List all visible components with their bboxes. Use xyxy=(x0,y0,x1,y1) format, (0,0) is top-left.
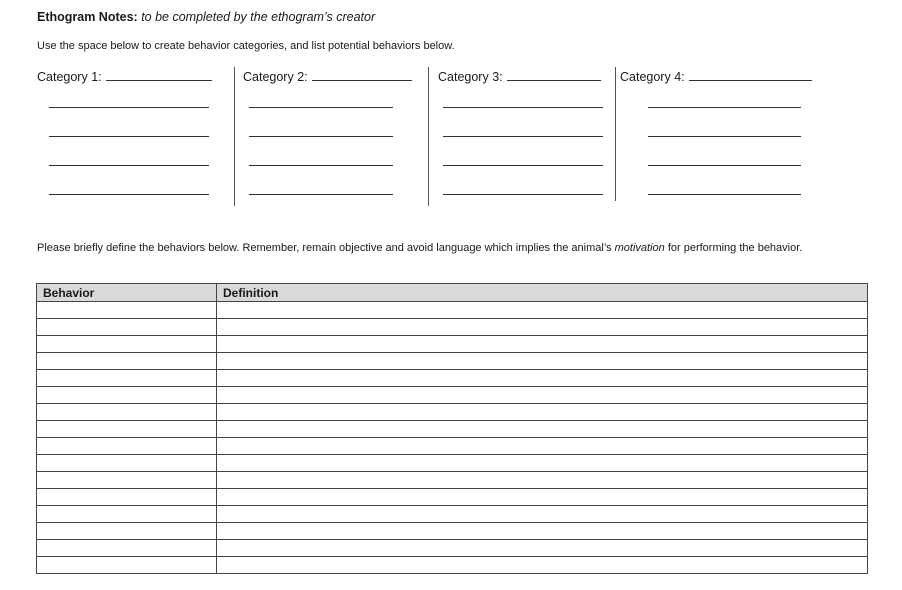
category-1-blank[interactable] xyxy=(106,68,212,81)
behavior-cell[interactable] xyxy=(37,302,217,319)
behavior-blank[interactable] xyxy=(648,107,801,108)
definition-instructions-part1: Please briefly define the behaviors below. Remember, remain objective and avoid language which implies the animal’s xyxy=(37,242,615,254)
behavior-cell[interactable] xyxy=(37,472,217,489)
behavior-cell[interactable] xyxy=(37,421,217,438)
definition-cell[interactable] xyxy=(217,438,868,455)
table-row xyxy=(37,506,868,523)
definition-cell[interactable] xyxy=(217,557,868,574)
definition-cell[interactable] xyxy=(217,353,868,370)
instructions-text: Use the space below to create behavior categories, and list potential behaviors below. xyxy=(37,40,455,52)
table-header-row xyxy=(37,284,868,302)
table-row xyxy=(37,540,868,557)
category-3-blank[interactable] xyxy=(507,68,601,81)
behavior-cell[interactable] xyxy=(37,370,217,387)
behavior-blank[interactable] xyxy=(249,136,393,137)
category-1-label xyxy=(37,68,212,84)
behavior-blank[interactable] xyxy=(49,165,209,166)
definition-cell[interactable] xyxy=(217,404,868,421)
table-row xyxy=(37,387,868,404)
behavior-blank[interactable] xyxy=(443,107,603,108)
definition-instructions-emphasis: motivation xyxy=(614,242,665,254)
behavior-blank[interactable] xyxy=(249,165,393,166)
behavior-cell[interactable] xyxy=(37,557,217,574)
category-2-label xyxy=(243,68,412,84)
behavior-cell[interactable] xyxy=(37,438,217,455)
definition-cell[interactable] xyxy=(217,540,868,557)
behavior-cell[interactable] xyxy=(37,404,217,421)
table-row xyxy=(37,404,868,421)
table-row xyxy=(37,421,868,438)
table-row xyxy=(37,523,868,540)
table-row xyxy=(37,319,868,336)
table-row xyxy=(37,438,868,455)
behavior-blank[interactable] xyxy=(249,194,393,195)
definition-cell[interactable] xyxy=(217,302,868,319)
definition-column-header: Definition xyxy=(217,284,868,302)
behavior-cell[interactable] xyxy=(37,506,217,523)
category-4-blank[interactable] xyxy=(689,68,812,81)
title-heading: Ethogram Notes: xyxy=(37,10,138,24)
behavior-blank[interactable] xyxy=(49,107,209,108)
table-row xyxy=(37,370,868,387)
category-4-label xyxy=(620,68,812,84)
behavior-blank[interactable] xyxy=(443,136,603,137)
behavior-cell[interactable] xyxy=(37,336,217,353)
behavior-blank[interactable] xyxy=(49,136,209,137)
column-divider xyxy=(234,67,235,206)
definition-cell[interactable] xyxy=(217,489,868,506)
table-row xyxy=(37,353,868,370)
definition-instructions-part2: for performing the behavior. xyxy=(664,242,803,254)
behavior-blank[interactable] xyxy=(443,194,603,195)
behavior-cell[interactable] xyxy=(37,523,217,540)
behavior-cell[interactable] xyxy=(37,319,217,336)
behavior-blank[interactable] xyxy=(648,136,801,137)
behavior-column-header: Behavior xyxy=(37,284,217,302)
definition-cell[interactable] xyxy=(217,370,868,387)
category-3-text: Category 3: xyxy=(438,70,503,84)
category-1-text: Category 1: xyxy=(37,70,102,84)
definition-cell[interactable] xyxy=(217,523,868,540)
behavior-blank[interactable] xyxy=(648,194,801,195)
title-subtitle: to be completed by the ethogram’s creator xyxy=(141,10,376,24)
behavior-cell[interactable] xyxy=(37,387,217,404)
definition-cell[interactable] xyxy=(217,319,868,336)
behavior-cell[interactable] xyxy=(37,455,217,472)
column-divider xyxy=(428,67,429,206)
category-4-text: Category 4: xyxy=(620,70,685,84)
page-title xyxy=(37,10,375,24)
behavior-cell[interactable] xyxy=(37,540,217,557)
behavior-blank[interactable] xyxy=(49,194,209,195)
behavior-blank[interactable] xyxy=(249,107,393,108)
behavior-cell[interactable] xyxy=(37,489,217,506)
definition-cell[interactable] xyxy=(217,472,868,489)
table-row xyxy=(37,472,868,489)
definition-cell[interactable] xyxy=(217,455,868,472)
table-row xyxy=(37,489,868,506)
table-row xyxy=(37,302,868,319)
behavior-cell[interactable] xyxy=(37,353,217,370)
table-row xyxy=(37,557,868,574)
category-2-text: Category 2: xyxy=(243,70,308,84)
behavior-blank[interactable] xyxy=(648,165,801,166)
column-divider xyxy=(615,67,616,201)
definition-cell[interactable] xyxy=(217,387,868,404)
definition-cell[interactable] xyxy=(217,336,868,353)
behavior-blank[interactable] xyxy=(443,165,603,166)
table-row xyxy=(37,336,868,353)
definition-cell[interactable] xyxy=(217,421,868,438)
category-2-blank[interactable] xyxy=(312,68,412,81)
definition-instructions xyxy=(37,239,867,257)
behavior-definition-table xyxy=(36,283,868,574)
category-3-label xyxy=(438,68,601,84)
table-row xyxy=(37,455,868,472)
definition-cell[interactable] xyxy=(217,506,868,523)
